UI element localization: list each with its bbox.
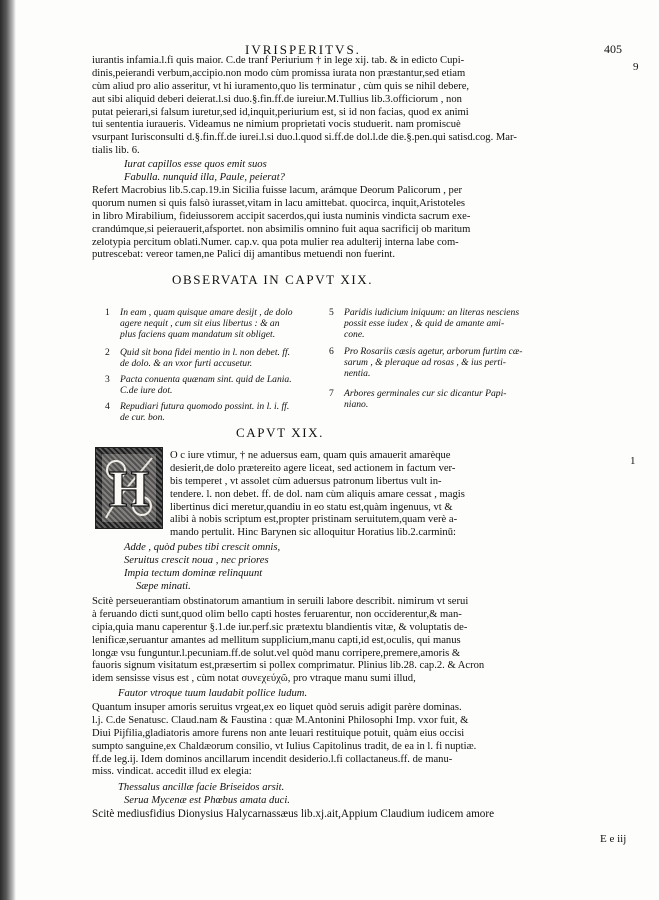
text-line: bis temperet , vt assolet cùm aduersus patronum libertus vult in-: [170, 475, 442, 487]
text-line: cipia,quia manu caperentur §.1.de iur.perf.sic prætextu blandientis vitæ, & voluptatis de-: [92, 621, 468, 633]
item-line: Arbores germinales cur sic dicantur Papi-: [344, 388, 507, 399]
item-line: In eam , quam quisque amare desijt , de dolo: [120, 307, 293, 318]
item-line: niano.: [344, 399, 369, 411]
page-gutter-shadow: [0, 0, 16, 900]
item-line: Paridis iudicium iniquum: an literas nesciens: [344, 307, 520, 318]
page-number: 405: [604, 42, 622, 56]
item-line: de cur. bon.: [120, 412, 165, 424]
drop-cap-letter: H: [108, 461, 150, 518]
text-line: dinis,peierandi verbum,accipio.non modo cùm promissa iurata non præstantur,sed etiam: [92, 67, 466, 79]
paragraph-5: [92, 702, 476, 779]
item-line: Quid sit bona fidei mentio in l. non debet. ff.: [120, 347, 291, 358]
text-line: vsurpant Iurisconsulti d.§.fin.ff.de iurei.l.si duo.l.quod si.ff.de dol.l.de die.§.pen.qui satisd.cog. Mar-: [92, 132, 517, 144]
verse-line: Seruitus crescit noua , nec priores: [124, 554, 269, 566]
margin-number: 1: [630, 455, 636, 467]
item-number: 3: [105, 374, 110, 385]
verse-line: Serua Mycenæ est Phœbus amata duci.: [124, 794, 290, 806]
ornament-icon: [96, 448, 162, 528]
item-line: sarum , & pleraque ad rosas , & ius perti-: [344, 357, 506, 369]
text-line: crandúmque,si peierauerit,afsportet. non absimilis omnino fuit aqua sacrificij ob maritum: [92, 223, 471, 235]
item-line: agere nequit , cum sit eius libertus : & an: [120, 318, 280, 330]
text-line: Refert Macrobius lib.5.cap.19.in Sicilia fuisse lacum, arámque Deorum Palicorum , per: [92, 185, 463, 196]
verse-line: Fabulla. nunquid illa, Paule, peierat?: [124, 171, 285, 183]
text-line: miss. vindicat. accedit illud ex elegia:: [92, 766, 252, 778]
text-line: tui sententia iuraueris. Videamus ne nimium proprietati vocis studuerit. nam promiscuè: [92, 119, 461, 131]
text-line: idem sensisse visus est , cùm notat συνεχεύχῶ, pro vtraque manu sumi illud,: [92, 673, 416, 685]
text-line: fauoris signum visitatum est,præsertim si pollex comprimatur. Plinius lib.28. cap.2. & Acron: [92, 660, 485, 672]
text-line: longæ vsu funguntur.l.pecuniam.ff.de solut.vel quòd manu corripere,premere,amoris &: [92, 647, 461, 659]
paragraph-4: [92, 596, 484, 686]
verse-line: Impia tectum dominæ relinquunt: [124, 567, 263, 579]
item-line: C.de iure dot.: [120, 385, 173, 397]
text-line: aut sibi aliquid deberi deierat.l.si duo.§.fin.ff.de iureiur.M.Tullius lib.3.officiorum , non: [92, 93, 462, 105]
verse-line: Fautor vtroque tuum laudabit pollice ludum.: [118, 688, 308, 699]
item-line: cone.: [344, 329, 365, 341]
verse-line: Thessalus ancillæ facie Briseidos arsit.: [118, 782, 285, 793]
text-line: desierit,de dolo prætereito agere liceat, sed actionem in factum ver-: [170, 462, 456, 474]
text-line: ff.de leg.ij. Idem dominos ancillarum incendit desiderio.l.fi collactaneus.ff. de manu-: [92, 753, 453, 765]
item-number: 4: [105, 401, 110, 412]
verse-quote-2: [124, 542, 280, 594]
verse-line: Sæpe minati.: [136, 580, 191, 592]
decorated-initial: [95, 447, 163, 529]
paragraph-1: [92, 55, 517, 158]
margin-number: 9: [633, 61, 639, 73]
item-line: plus faciens quam mandatum sit obliget.: [120, 329, 276, 341]
text-line: iurantis infamia.l.fi quis maior. C.de tranf Periurium † in lege xij. tab. & in edicto Cupi-: [92, 55, 465, 66]
item-number: 7: [329, 388, 334, 399]
verse-line: Adde , quòd pubes tibi crescit omnis,: [124, 542, 281, 553]
item-line: Repudiari futura quomodo possint. in l. i. ff.: [120, 401, 290, 412]
text-line: quorum numen si quis falsò iurasset,vitam in lacu amittebat. quocirca, inquit,Aristoteles: [92, 197, 466, 209]
text-line: l.j. C.de Senatusc. Claud.nam & Faustina : quæ M.Antonini Philosophi Imp. vxor fuit, &: [92, 714, 469, 726]
item-line: Pro Rosariis cæsis agetur, arborum furtim cæ-: [344, 346, 523, 357]
text-line: Diui Pijfilia,gladiatoris amore furens non ante leuari restituique potuit, quàm eius occisi: [92, 727, 465, 739]
text-line: Scitè mediusfidius Dionysius Halycarnassæus lib.xj.ait,Appium Claudium iudicem amore: [92, 808, 495, 820]
paragraph-3: [170, 450, 465, 540]
text-line: cùm aliud pro alio asseritur, vt hi iuramento,quo lis terminatur , cùm quis se nihil debere,: [92, 80, 470, 92]
text-line: in libro Mirabilium, fideiussorem accipit sacerdos,qui iusta numinis vindicta sacrum exe-: [92, 210, 471, 222]
text-line: Quantum insuper amoris seruitus vrgeat,ex eo liquet quòd seruis adigit parère dominas.: [92, 702, 462, 713]
item-line: Pacta conuenta quænam sint. quid de Lania.: [120, 374, 292, 385]
text-line: putrescebat: vereor tamen,ne Palici dij amantibus metuendi non fuerint.: [92, 249, 396, 261]
text-line: libertinus dici meretur,quandiu in eo statu est,quàm ingenuus, vt &: [170, 501, 453, 513]
chapter-heading: CAPVT XIX.: [236, 425, 324, 440]
verse-quote-3: [118, 688, 307, 701]
paragraph-6: [92, 808, 494, 821]
paragraph-2: [92, 185, 470, 262]
text-line: lenificæ,seruantur amantes ad mellitum supplicium,manu capti,id est,oculis, qui manus: [92, 634, 461, 646]
item-line: possit esse iudex , & quid de amante ami-: [344, 318, 505, 330]
text-line: Scitè perseuerantiam obstinatorum amantium in seruili labore describit. nimirum vt serui: [92, 596, 469, 607]
text-line: O c iure vtimur, † ne aduersus eam, quam quis amauerit amarèque: [170, 450, 451, 461]
item-number: 6: [329, 346, 334, 357]
observata-heading: OBSERVATA IN CAPVT XIX.: [172, 272, 374, 287]
text-line: sumpto sanguine,ex Chaldæorum consilio, vt Iulius Capitolinus tradit, de ea in l. fi nuptiæ.: [92, 740, 477, 752]
item-line: de dolo. & an vxor furti accusetur.: [120, 358, 253, 370]
text-line: tialis lib. 6.: [92, 145, 140, 157]
item-line: nentia.: [344, 368, 371, 380]
verse-line: Iurat capillos esse quos emit suos: [124, 159, 267, 170]
item-number: 1: [105, 307, 110, 318]
item-number: 2: [105, 347, 110, 358]
item-number: 5: [329, 307, 334, 318]
signature-mark: E e iij: [600, 833, 627, 845]
text-line: tendere. l. non debet. ff. de dol. nam cùm aliquis amare cessat , magis: [170, 488, 465, 500]
text-line: putat peierari,si falsum iuretur,sed id,inquit,periurium est, si id non facias, quod ex animi: [92, 106, 469, 118]
text-line: zelotypia percitum oblati.Numer. cap.v. qua pota mulier rea adulterij interna labe com-: [92, 236, 459, 248]
text-line: à feruando dicti sunt,quod olim bello capti hostes feruarentur, non occiderentur,& man-: [92, 608, 462, 620]
verse-quote-1: [124, 159, 285, 185]
verse-quote-4: [118, 782, 290, 808]
text-line: alibi à nobis scriptum est,propter pristinam seruitutem,quam verè a-: [170, 514, 458, 526]
running-header: IVRISPERITVS.: [245, 42, 361, 57]
text-line: mando pertulit. Hinc Barynen sic alloquitur Horatius lib.2.carminū:: [170, 527, 456, 539]
